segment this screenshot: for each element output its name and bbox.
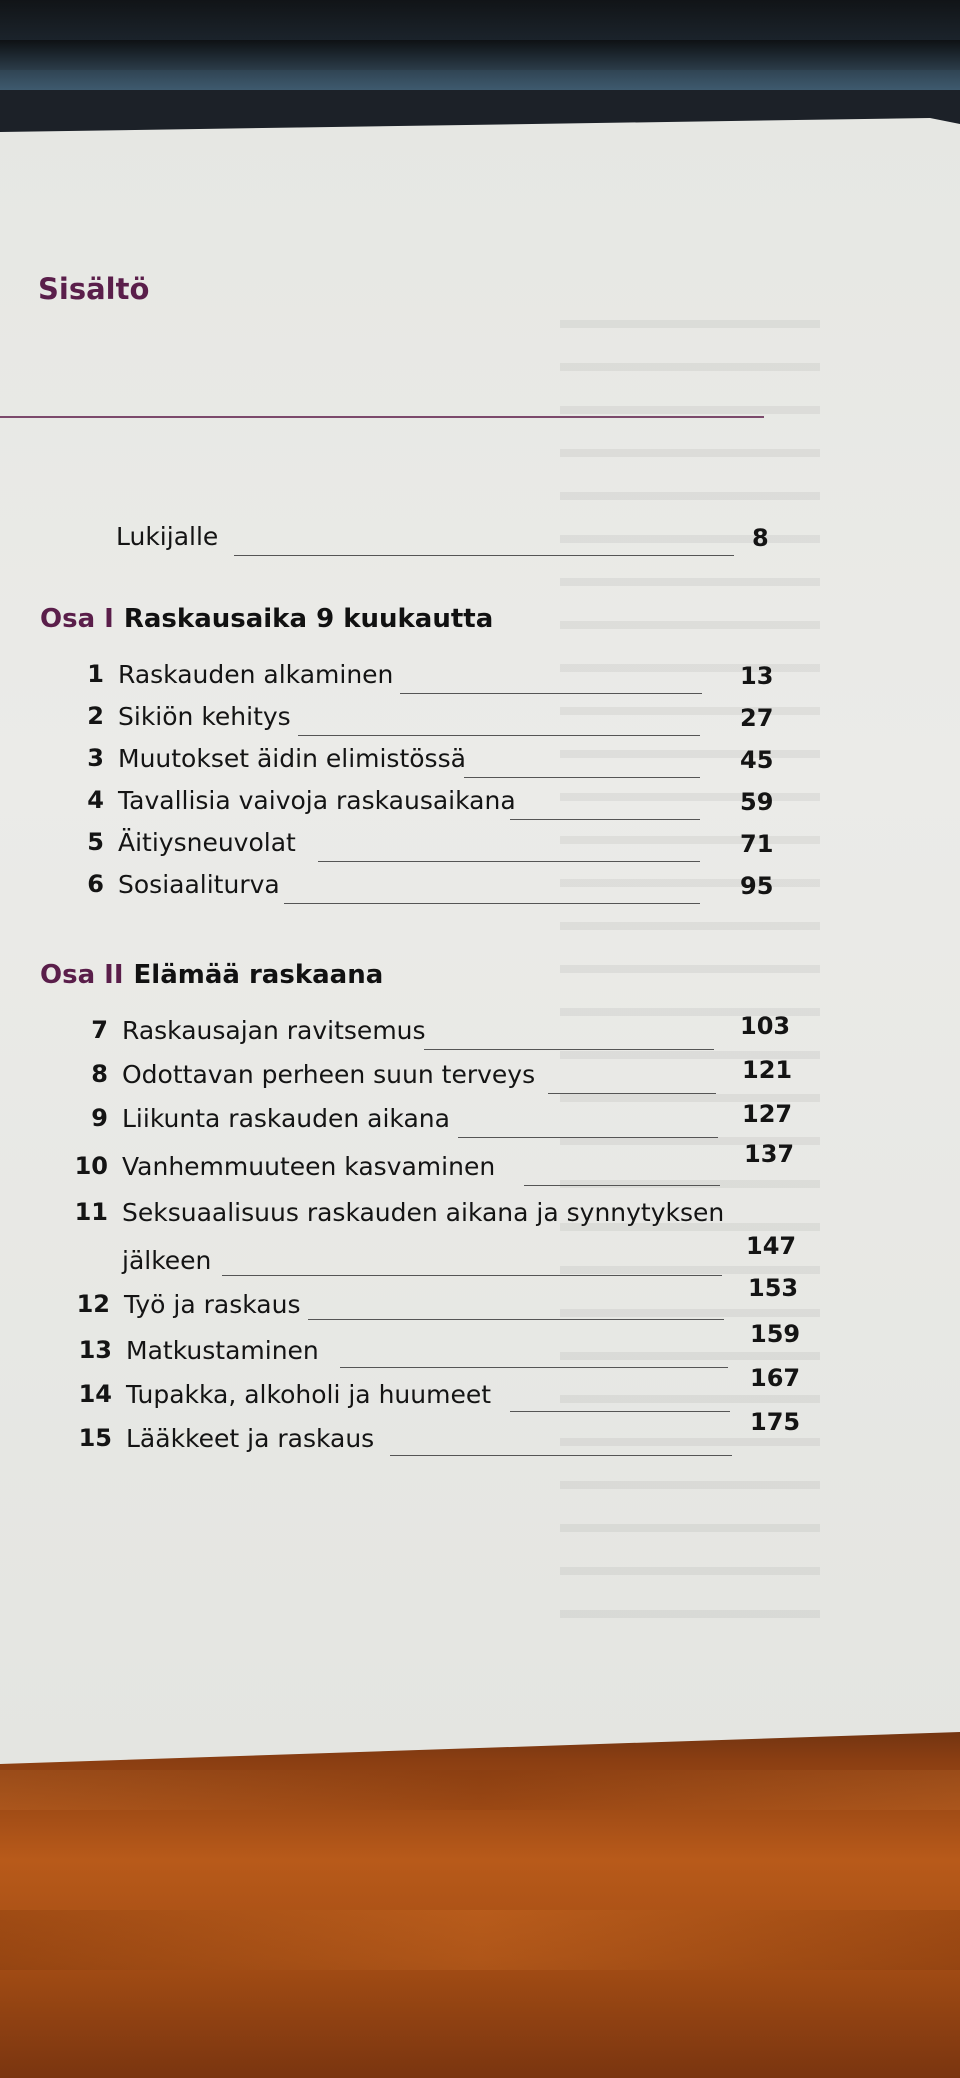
chapter-page: 45 xyxy=(740,746,774,774)
chapter-title: Odottavan perheen suun terveys xyxy=(122,1060,536,1089)
dot-leader xyxy=(234,555,734,556)
toc-entry xyxy=(78,1408,801,1464)
chapter-number: 12 xyxy=(76,1290,110,1318)
dot-leader xyxy=(222,1275,722,1276)
dot-leader xyxy=(510,1411,730,1412)
chapter-number: 6 xyxy=(87,870,104,898)
dark-background-top xyxy=(0,0,960,90)
chapter-page: 59 xyxy=(740,788,774,816)
part-heading-1 xyxy=(40,604,493,634)
toc-entry-multiline xyxy=(74,1198,797,1286)
dot-leader xyxy=(390,1455,732,1456)
part-title: Raskausaika 9 kuukautta xyxy=(123,604,494,634)
preface-page: 8 xyxy=(752,524,769,552)
toc-entry xyxy=(87,660,778,700)
chapter-title: Matkustaminen xyxy=(126,1336,319,1365)
toc-entry-preface xyxy=(116,522,774,562)
page-title: Sisältö xyxy=(38,272,150,306)
chapter-number: 13 xyxy=(78,1336,112,1364)
chapter-number: 2 xyxy=(87,702,104,730)
chapter-page: 71 xyxy=(740,830,774,858)
chapter-page: 95 xyxy=(740,872,774,900)
chapter-page: 103 xyxy=(740,1012,791,1040)
chapter-number: 15 xyxy=(78,1424,112,1452)
chapter-title: Sosiaaliturva xyxy=(118,870,280,899)
dot-leader xyxy=(510,819,700,820)
chapter-number: 14 xyxy=(78,1380,112,1408)
toc-entry xyxy=(91,1012,791,1056)
chapter-title-continued: jälkeen xyxy=(122,1246,212,1275)
chapter-title: Työ ja raskaus xyxy=(124,1290,301,1319)
title-divider xyxy=(0,416,764,418)
toc-entry xyxy=(91,1056,793,1100)
chapter-title: Vanhemmuuteen kasvaminen xyxy=(122,1152,496,1181)
chapter-number: 5 xyxy=(87,828,104,856)
toc-entry xyxy=(87,828,778,868)
chapter-page: 153 xyxy=(748,1274,799,1302)
preface-label: Lukijalle xyxy=(116,522,219,551)
dot-leader xyxy=(284,903,700,904)
chapter-number: 9 xyxy=(91,1104,108,1132)
dot-leader xyxy=(298,735,700,736)
chapter-page: 13 xyxy=(740,662,774,690)
dot-leader xyxy=(548,1093,716,1094)
part-label: Osa I xyxy=(40,604,114,634)
dot-leader xyxy=(400,693,702,694)
chapter-title: Raskauden alkaminen xyxy=(118,660,394,689)
toc-entry xyxy=(87,786,778,826)
dot-leader xyxy=(524,1185,720,1186)
chapter-title: Äitiysneuvolat xyxy=(118,828,296,857)
chapter-title: Liikunta raskauden aikana xyxy=(122,1104,450,1133)
chapter-number: 4 xyxy=(87,786,104,814)
chapter-number: 3 xyxy=(87,744,104,772)
toc-entry xyxy=(78,1320,801,1376)
chapter-page: 137 xyxy=(744,1140,795,1168)
chapter-title: Raskausajan ravitsemus xyxy=(122,1016,426,1045)
chapter-page: 27 xyxy=(740,704,774,732)
toc-entry xyxy=(74,1140,795,1192)
part-label: Osa II xyxy=(40,960,124,990)
chapter-number: 1 xyxy=(87,660,104,688)
chapter-page: 121 xyxy=(742,1056,793,1084)
part-title: Elämää raskaana xyxy=(133,960,384,990)
chapter-page: 167 xyxy=(750,1364,801,1392)
chapter-page: 175 xyxy=(750,1408,801,1436)
dot-leader xyxy=(458,1137,718,1138)
chapter-page: 159 xyxy=(750,1320,801,1348)
chapter-number: 8 xyxy=(91,1060,108,1088)
chapter-title: Sikiön kehitys xyxy=(118,702,291,731)
toc-entry xyxy=(91,1100,793,1144)
dot-leader xyxy=(318,861,700,862)
toc-entry xyxy=(78,1364,801,1420)
chapter-number: 7 xyxy=(91,1016,108,1044)
chapter-title: Muutokset äidin elimistössä xyxy=(118,744,466,773)
toc-entry xyxy=(76,1274,799,1330)
chapter-page: 147 xyxy=(746,1232,797,1260)
chapter-title: Seksuaalisuus raskauden aikana ja synnytyksen xyxy=(122,1198,725,1227)
toc-entry xyxy=(87,744,778,784)
part-heading-2 xyxy=(40,960,383,990)
dot-leader xyxy=(308,1319,724,1320)
book-page xyxy=(0,112,960,1764)
chapter-title: Tupakka, alkoholi ja huumeet xyxy=(126,1380,492,1409)
toc-entry xyxy=(87,870,778,910)
chapter-title: Lääkkeet ja raskaus xyxy=(126,1424,375,1453)
dot-leader xyxy=(464,777,700,778)
chapter-number: 10 xyxy=(74,1152,108,1180)
dot-leader xyxy=(424,1049,714,1050)
toc-entry xyxy=(87,702,778,742)
chapter-title: Tavallisia vaivoja raskausaikana xyxy=(118,786,516,815)
chapter-number: 11 xyxy=(74,1198,108,1226)
dot-leader xyxy=(340,1367,728,1368)
chapter-page: 127 xyxy=(742,1100,793,1128)
